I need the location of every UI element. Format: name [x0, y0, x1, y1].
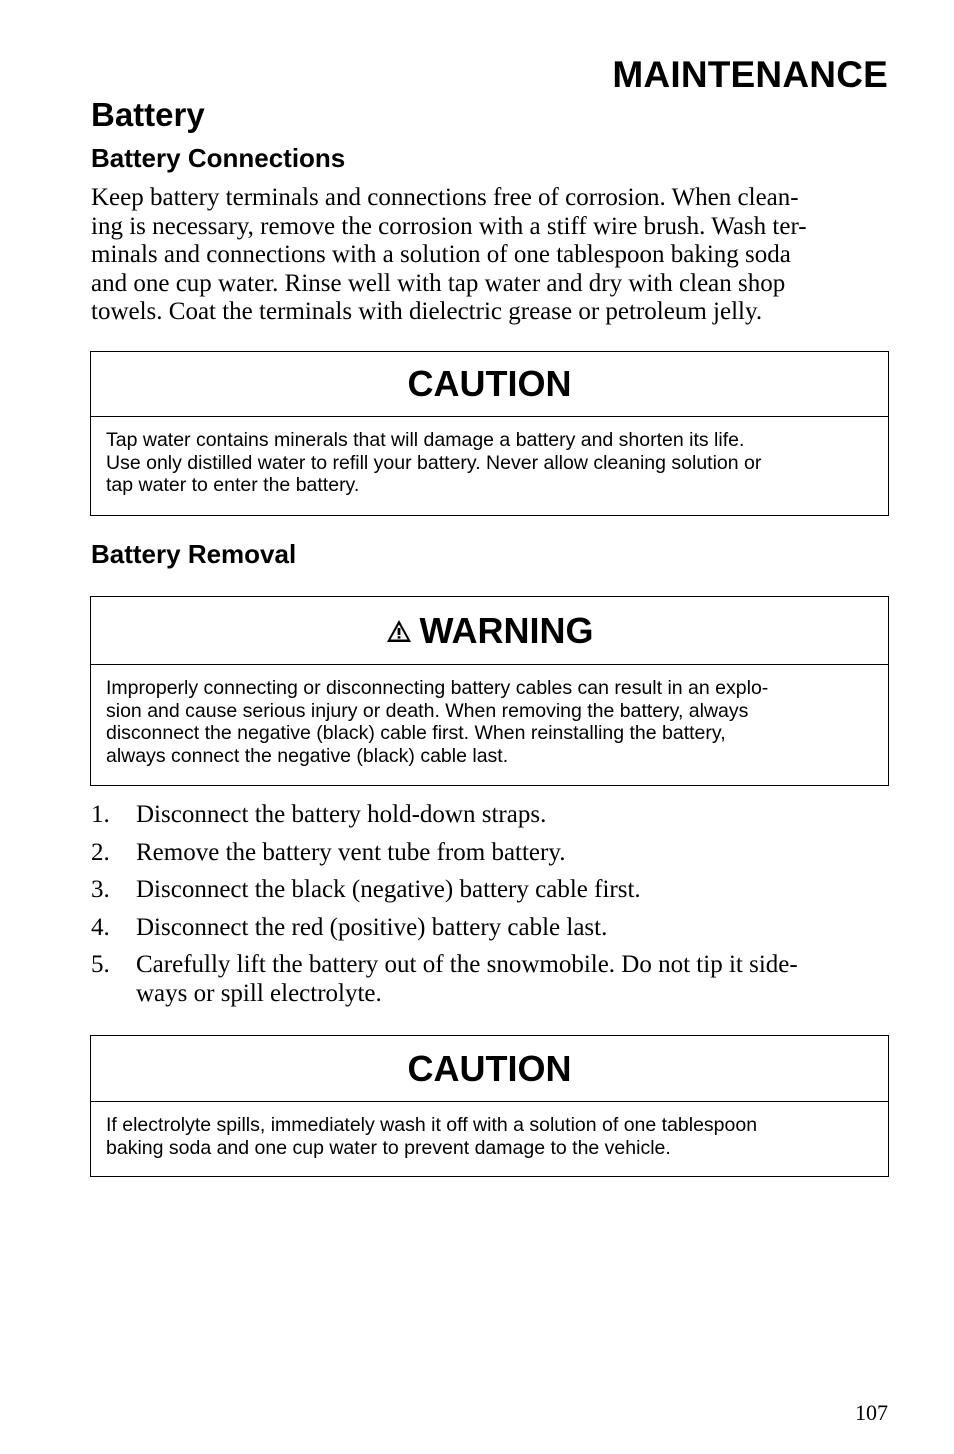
step-text [136, 950, 891, 1008]
list-item [91, 800, 891, 829]
warning-triangle-icon [386, 619, 412, 643]
warning-title: WARNING [419, 609, 594, 651]
paragraph-line: towels. Coat the terminals with dielectric grease or petroleum jelly. [91, 298, 763, 325]
caution-line: Use only distilled water to refill your battery. Never allow cleaning solution or [106, 451, 762, 474]
list-item [91, 950, 891, 1008]
page-title: Battery [91, 96, 205, 133]
list-item [91, 913, 891, 942]
step-number: 5. [91, 951, 110, 978]
caution-line: Tap water contains minerals that will damage a battery and shorten its life. [106, 429, 745, 451]
caution-line: baking soda and one cup water to prevent damage to the vehicle. [106, 1136, 671, 1159]
warning-line: always connect the negative (black) cable last. [106, 744, 509, 767]
step-number: 1. [91, 801, 110, 828]
caution-title: CAUTION [91, 352, 888, 417]
paragraph-line: Keep battery terminals and connections free of corrosion. When clean- [91, 184, 799, 211]
caution-box-tap-water [90, 351, 889, 516]
list-item [91, 875, 891, 904]
step-text-line: ways or spill electrolyte. [136, 980, 382, 1007]
step-text: Disconnect the black (negative) battery cable first. [136, 876, 641, 903]
warning-box-cables [90, 596, 889, 786]
list-item [91, 838, 891, 867]
battery-removal-heading: Battery Removal [91, 539, 297, 569]
step-number: 4. [91, 913, 110, 941]
warning-line: sion and cause serious injury or death. When removing the battery, always [106, 699, 749, 722]
step-text: Remove the battery vent tube from battery. [136, 838, 566, 866]
battery-connections-paragraph [91, 184, 891, 327]
removal-steps-list [91, 800, 891, 1017]
caution-line: If electrolyte spills, immediately wash it off with a solution of one tablespoon [106, 1114, 758, 1136]
paragraph-line: ing is necessary, remove the corrosion with a stiff wire brush. Wash ter- [91, 212, 807, 240]
paragraph-line: and one cup water. Rinse well with tap water and dry with clean shop [91, 269, 786, 297]
caution-body [91, 1102, 888, 1159]
warning-body [91, 665, 888, 767]
section-header: MAINTENANCE [612, 54, 888, 95]
step-number: 3. [91, 876, 110, 903]
caution-title: CAUTION [91, 1036, 888, 1102]
paragraph-line: minals and connections with a solution of one tablespoon baking soda [91, 241, 791, 268]
step-number: 2. [91, 838, 110, 866]
step-text: Disconnect the battery hold-down straps. [136, 801, 547, 828]
step-text: Disconnect the red (positive) battery cable last. [136, 913, 608, 941]
page-number: 107 [855, 1400, 888, 1425]
step-text-line: Carefully lift the battery out of the snowmobile. Do not tip it side- [136, 951, 798, 978]
caution-body [91, 417, 888, 497]
warning-line: disconnect the negative (black) cable first. When reinstalling the battery, [106, 722, 726, 744]
battery-connections-heading: Battery Connections [91, 143, 346, 173]
warning-line: Improperly connecting or disconnecting battery cables can result in an explo- [106, 677, 769, 699]
warning-title-row [91, 597, 888, 665]
caution-line: tap water to enter the battery. [106, 474, 360, 496]
caution-box-electrolyte [90, 1035, 889, 1177]
